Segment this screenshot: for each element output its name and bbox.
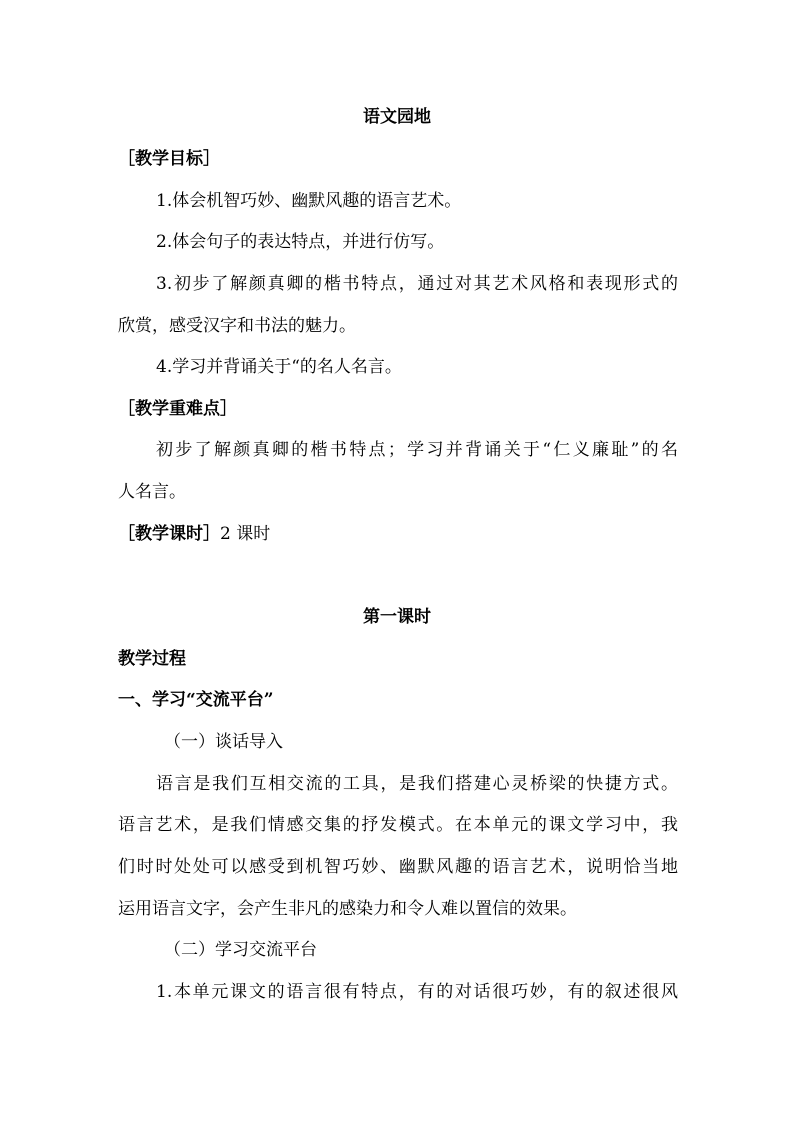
paragraph-line: 们时时处处可以感受到机智巧妙、幽默风趣的语言艺术，说明恰当地 (118, 857, 678, 877)
lesson-hours-row (118, 524, 678, 544)
objectives-heading: ［教学目标］ (118, 149, 220, 169)
document-title: 语文园地 (363, 107, 431, 127)
paragraph-line: 1.本单元课文的语言很有特点，有的对话很巧妙，有的叙述很风 (156, 982, 678, 1002)
process-heading: 教学过程 (118, 649, 186, 669)
section-heading: 一、学习“交流平台” (118, 690, 274, 710)
objective-item-continued: 欣赏，感受汉字和书法的魅力。 (118, 316, 356, 336)
hours-value: 2 课时 (220, 524, 271, 544)
key-points-text: 初步了解颜真卿的楷书特点；学习并背诵关于“仁义廉耻”的名 (156, 440, 678, 460)
paragraph-line: 运用语言文字，会产生非凡的感染力和令人难以置信的效果。 (118, 899, 577, 919)
paragraph-line: 语言艺术，是我们情感交集的抒发模式。在本单元的课文学习中，我 (118, 815, 678, 835)
hours-heading: ［教学课时］ (118, 524, 220, 544)
objective-item: 4.学习并背诵关于“的名人名言。 (156, 357, 402, 377)
key-points-text-continued: 人名言。 (118, 482, 186, 502)
objective-item: 1.体会机智巧妙、幽默风趣的语言艺术。 (156, 191, 462, 211)
objective-item: 2.体会句子的表达特点，并进行仿写。 (156, 232, 445, 252)
key-points-heading: ［教学重难点］ (118, 399, 237, 419)
subsection-heading: （一）谈话导入 (164, 732, 283, 752)
subsection-heading: （二）学习交流平台 (164, 940, 317, 960)
objective-item: 3.初步了解颜真卿的楷书特点，通过对其艺术风格和表现形式的 (156, 274, 678, 294)
lesson-title: 第一课时 (363, 607, 431, 627)
paragraph-line: 语言是我们互相交流的工具，是我们搭建心灵桥梁的快捷方式。 (156, 774, 678, 794)
